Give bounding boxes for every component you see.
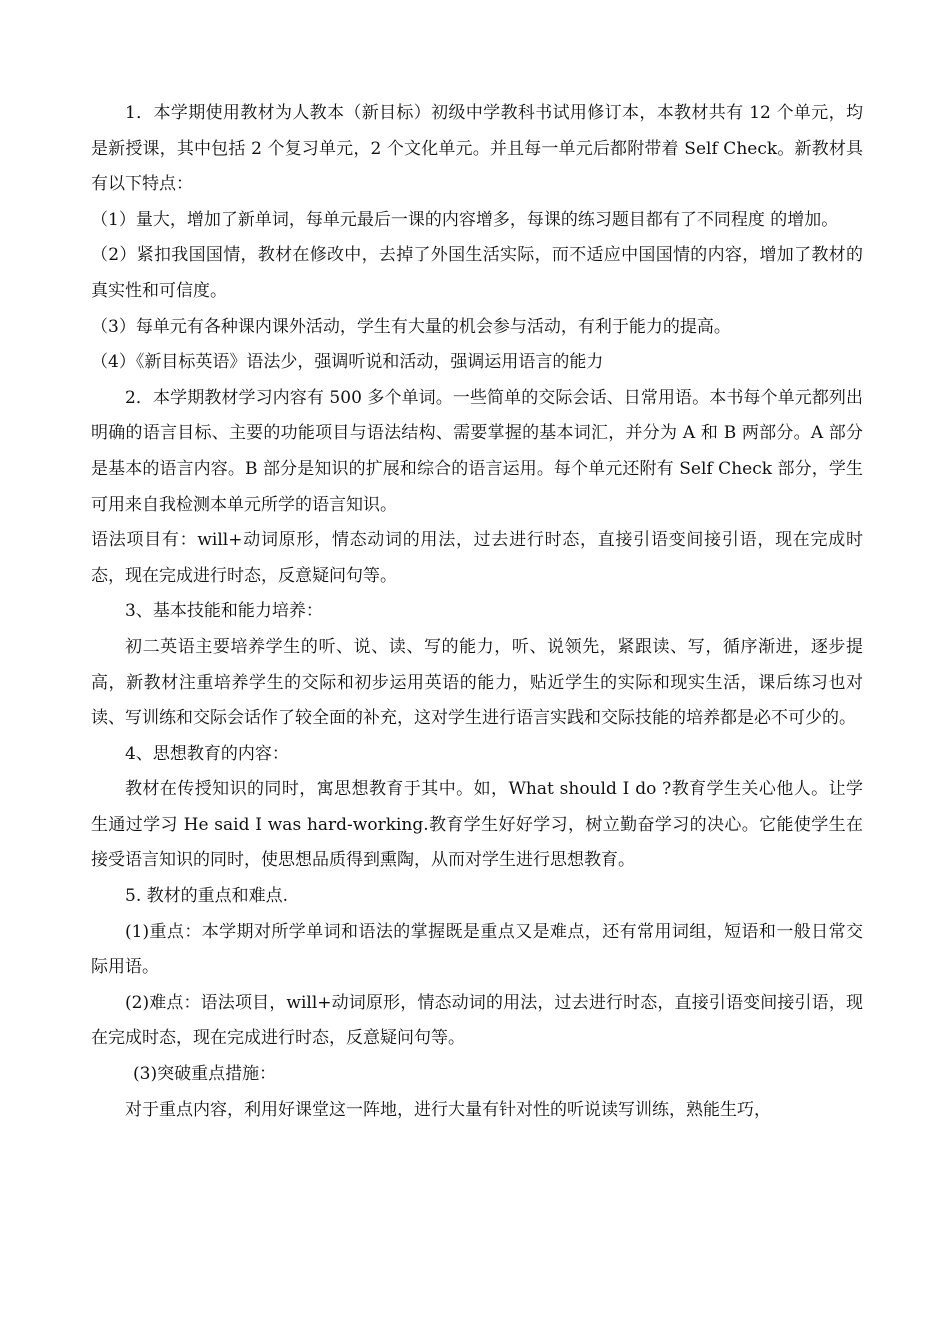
heading-skills: 3、基本技能和能力培养：	[125, 601, 323, 622]
paragraph-feature-2: （2）紧扣我国国情，教材在修改中，去掉了外国生活实际，而不适应中国国情的内容，增加了教材的真实性和可信度。	[91, 245, 863, 301]
paragraph-skills: 初二英语主要培养学生的听、说、读、写的能力，听、说领先，紧跟读、写，循序渐进，逐步提高，新教材注重培养学生的交际和初步运用英语的能力，贴近学生的实际和现实生活，课后练习也对读、写训练和交际会话作了较全面的补充，这对学生进行语言实践和交际技能的培养都是必不可少的。	[91, 636, 863, 729]
paragraph-key-points: (1)重点：本学期对所学单词和语法的掌握既是重点又是难点，还有常用词组，短语和一般日常交际用语。	[91, 921, 863, 978]
paragraph-breakthrough-measures: 对于重点内容，利用好课堂这一阵地，进行大量有针对性的听说读写训练，熟能生巧，	[125, 1099, 771, 1120]
paragraph-feature-1: （1）量大，增加了新单词，每单元最后一课的内容增多，每课的练习题目都有了不同程度 的增加。	[91, 209, 839, 230]
paragraph-textbook-intro: 1．本学期使用教材为人教本（新目标）初级中学教科书试用修订本，本教材共有 12 个单元，均是新授课，其中包括 2 个复习单元，2 个文化单元。并且每一单元后都附带着 Self Check。新教材具有以下特点：	[91, 103, 863, 195]
heading-key-points: 5. 教材的重点和难点.	[125, 886, 289, 907]
paragraph-learning-content: 2．本学期教材学习内容有 500 多个单词。一些简单的交际会话、日常用语。本书每个单元都列出明确的语言目标、主要的功能项目与语法结构、需要掌握的基本词汇，并分为 A 和 B 两部分。A 部分是基本的语言内容。B 部分是知识的扩展和综合的语言运用。每个单元还附有 Self Check 部分，学生可用来自我检测本单元所学的语言知识。	[91, 387, 863, 515]
heading-breakthrough-measures: (3)突破重点措施：	[133, 1064, 277, 1085]
paragraph-feature-4: （4）《新目标英语》语法少，强调听说和活动，强调运用语言的能力	[91, 352, 604, 373]
paragraph-moral-education: 教材在传授知识的同时，寓思想教育于其中。如，What should I do ?教育学生关心他人。让学生通过学习 He said I was hard-working.教育学生好好学习，树立勤奋学习的决心。它能使学生在接受语言知识的同时，使思想品质得到熏陶，从而对学生进行思想教育。	[91, 779, 863, 871]
paragraph-feature-3: （3）每单元有各种课内课外活动，学生有大量的机会参与活动，有利于能力的提高。	[91, 316, 731, 337]
document-body	[91, 96, 863, 1128]
paragraph-difficult-points: (2)难点：语法项目，will+动词原形，情态动词的用法，过去进行时态，直接引语变间接引语，现在完成时态，现在完成进行时态，反意疑问句等。	[91, 992, 863, 1049]
paragraph-grammar-items: 语法项目有：will+动词原形，情态动词的用法，过去进行时态，直接引语变间接引语，现在完成时态，现在完成进行时态，反意疑问句等。	[91, 530, 863, 586]
heading-moral-education: 4、思想教育的内容：	[125, 743, 289, 764]
